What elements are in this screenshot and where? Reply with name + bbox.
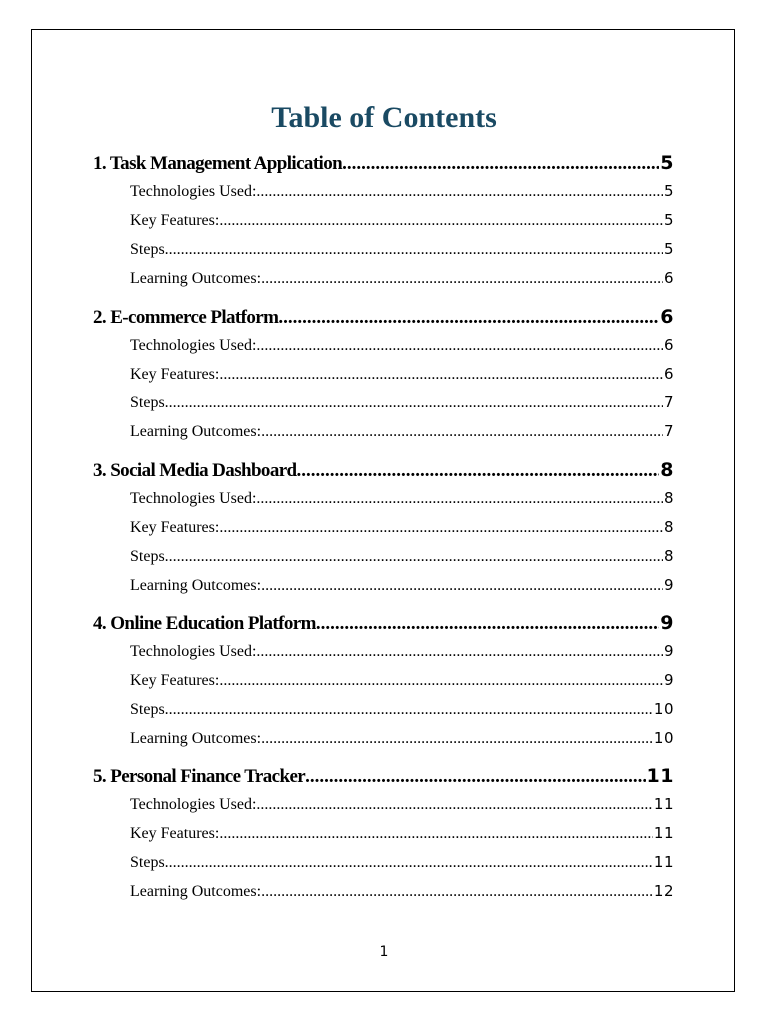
- dot-leader: [165, 394, 663, 412]
- toc-entry[interactable]: [130, 393, 674, 415]
- toc-page-number: 10: [653, 729, 674, 747]
- toc-page-number: 5: [663, 182, 674, 200]
- toc-page-number: 8: [663, 489, 674, 507]
- toc-entry-label: Technologies Used:: [130, 183, 257, 200]
- dot-leader: [297, 460, 660, 482]
- dot-leader: [165, 854, 653, 872]
- dot-leader: [219, 212, 663, 230]
- dot-leader: [219, 366, 663, 384]
- dot-leader: [342, 153, 659, 175]
- toc-page-number: 9: [663, 642, 674, 660]
- toc-entry[interactable]: [130, 211, 674, 233]
- dot-leader: [316, 613, 659, 635]
- toc-section-label: 3. Social Media Dashboard: [93, 460, 297, 481]
- toc-page-number: 10: [653, 700, 674, 718]
- toc-entry-label: Key Features:: [130, 519, 220, 536]
- toc-entry[interactable]: [130, 882, 674, 904]
- toc-section-label: 5. Personal Finance Tracker: [93, 766, 306, 787]
- toc-page-number: 11: [653, 795, 674, 813]
- dot-leader: [256, 643, 663, 661]
- toc-entry[interactable]: [130, 489, 674, 511]
- toc-entry[interactable]: [130, 240, 674, 262]
- toc-page-number: 6: [663, 269, 674, 287]
- toc-entry[interactable]: [130, 518, 674, 540]
- toc-page-number: 5: [663, 211, 674, 229]
- toc-entry-label: Learning Outcomes:: [130, 577, 262, 594]
- toc-page-number: 5: [663, 240, 674, 258]
- toc-page-number: 6: [663, 365, 674, 383]
- toc-section-label: 2. E-commerce Platform: [93, 307, 279, 328]
- dot-leader: [261, 730, 653, 748]
- toc-entry[interactable]: [130, 547, 674, 569]
- toc-page-number: 11: [653, 824, 674, 842]
- toc-entry-label: Steps: [130, 701, 165, 718]
- toc-page-number: 8: [660, 459, 674, 481]
- toc-entry-label: Technologies Used:: [130, 490, 257, 507]
- dot-leader: [165, 548, 663, 566]
- dot-leader: [256, 490, 663, 508]
- dot-leader: [278, 307, 659, 329]
- toc-entry[interactable]: [130, 576, 674, 598]
- toc-entry[interactable]: [130, 795, 674, 817]
- toc-entry[interactable]: [130, 422, 674, 444]
- toc-page-number: 9: [660, 612, 674, 634]
- toc-page-number: 5: [660, 152, 674, 174]
- toc-entry[interactable]: [130, 365, 674, 387]
- dot-leader: [165, 241, 663, 259]
- toc-entry[interactable]: [130, 729, 674, 751]
- toc-entry-label: Steps: [130, 394, 165, 411]
- toc-entry[interactable]: [130, 671, 674, 693]
- dot-leader: [256, 796, 653, 814]
- dot-leader: [219, 519, 663, 537]
- toc-page-number: 7: [663, 422, 674, 440]
- toc-entry-label: Key Features:: [130, 212, 220, 229]
- dot-leader: [165, 701, 653, 719]
- toc-entry-label: Steps: [130, 854, 165, 871]
- toc-entry-label: Key Features:: [130, 672, 220, 689]
- toc-entry[interactable]: [130, 642, 674, 664]
- toc-entry-label: Technologies Used:: [130, 796, 257, 813]
- toc-section-label: 4. Online Education Platform: [93, 613, 316, 634]
- dot-leader: [305, 766, 645, 788]
- toc-entry[interactable]: [130, 336, 674, 358]
- dot-leader: [261, 883, 653, 901]
- toc-entry-label: Learning Outcomes:: [130, 270, 262, 287]
- dot-leader: [261, 270, 663, 288]
- toc-entry[interactable]: [130, 182, 674, 204]
- toc-entry-label: Technologies Used:: [130, 337, 257, 354]
- toc-entry-label: Steps: [130, 548, 165, 565]
- toc-page-number: 6: [663, 336, 674, 354]
- toc-section-1[interactable]: [93, 152, 674, 178]
- toc-page-number: 8: [663, 547, 674, 565]
- toc-page-number: 12: [653, 882, 674, 900]
- dot-leader: [219, 825, 653, 843]
- toc-title: Table of Contents: [271, 101, 497, 134]
- toc-page-number: 9: [663, 671, 674, 689]
- toc-section-4[interactable]: [93, 612, 674, 638]
- toc-entry-label: Learning Outcomes:: [130, 883, 262, 900]
- toc-entry[interactable]: [130, 700, 674, 722]
- toc-page-number: 8: [663, 518, 674, 536]
- page-number: 1: [379, 944, 389, 960]
- dot-leader: [261, 423, 663, 441]
- toc-page-number: 11: [646, 765, 674, 787]
- dot-leader: [219, 672, 663, 690]
- toc-entry[interactable]: [130, 853, 674, 875]
- toc-page-number: 9: [663, 576, 674, 594]
- toc-entry-label: Learning Outcomes:: [130, 730, 262, 747]
- toc-section-2[interactable]: [93, 306, 674, 332]
- toc-section-3[interactable]: [93, 459, 674, 485]
- toc-section-label: 1. Task Management Application: [93, 153, 343, 174]
- dot-leader: [256, 337, 663, 355]
- toc-page-number: 6: [660, 306, 674, 328]
- dot-leader: [256, 183, 663, 201]
- toc-page-number: 7: [663, 393, 674, 411]
- toc-entry-label: Key Features:: [130, 825, 220, 842]
- toc-entry-label: Technologies Used:: [130, 643, 257, 660]
- toc-section-5[interactable]: [93, 765, 674, 791]
- toc-page-number: 11: [653, 853, 674, 871]
- toc-entry-label: Steps: [130, 241, 165, 258]
- toc-entry-label: Learning Outcomes:: [130, 423, 262, 440]
- toc-entry[interactable]: [130, 824, 674, 846]
- toc-entry-label: Key Features:: [130, 366, 220, 383]
- toc-entry[interactable]: [130, 269, 674, 291]
- dot-leader: [261, 577, 663, 595]
